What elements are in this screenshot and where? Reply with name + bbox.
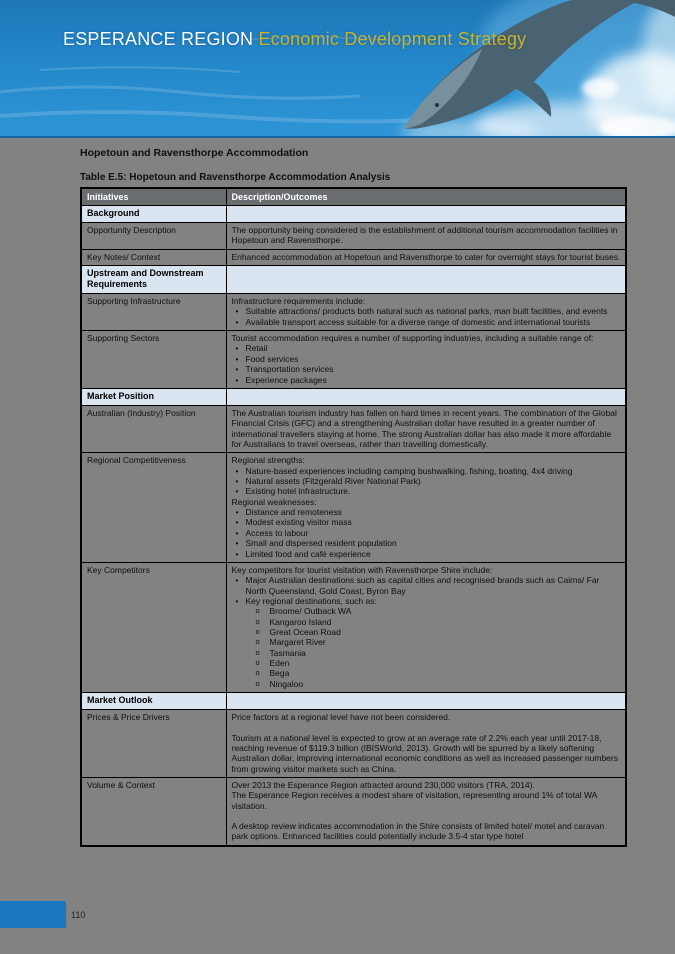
- bullet-item: • Major Australian destinations such as capital cities and recognised brands such as Cairns/ Far North Queensland, Gold Coast, Byron Bay: [232, 575, 622, 596]
- bullet-item: • Transportation services: [232, 364, 622, 374]
- sub-bullet-item: o Eden: [232, 658, 622, 668]
- section-row: [81, 266, 626, 294]
- paragraph: Price factors at a regional level have not been considered.: [231, 712, 451, 723]
- description-cell: [226, 562, 626, 692]
- bullet-item: • Nature-based experiences including camping bushwalking, fishing, boating, 4x4 driving: [232, 466, 622, 476]
- initiative-label-cell: Key Competitors: [81, 562, 226, 692]
- section-row: [81, 206, 626, 223]
- sub-bullet-item: o Broome/ Outback WA: [232, 606, 622, 616]
- bullet-item: • Existing hotel infrastructure.: [232, 486, 622, 496]
- initiative-label-cell: Australian (Industry) Position: [81, 405, 226, 452]
- document-body: [80, 147, 627, 847]
- description-cell: [226, 331, 626, 389]
- description-cell: [226, 710, 626, 778]
- bullet-item: • Limited food and café experience: [232, 549, 622, 559]
- description-cell: [226, 453, 626, 563]
- table-row: [81, 293, 626, 330]
- bullet-item: • Experience packages: [232, 375, 622, 385]
- table-row: [81, 710, 626, 778]
- description-cell: [226, 222, 626, 249]
- section-empty-cell: [226, 266, 626, 294]
- section-label-cell: Upstream and Downstream Requirements: [81, 266, 226, 294]
- bullet-item: • Retail: [232, 343, 622, 353]
- section-row: [81, 693, 626, 710]
- section-empty-cell: [226, 206, 626, 223]
- bullet-item: • Distance and remoteness: [232, 507, 622, 517]
- initiative-label-cell: Key Notes/ Context: [81, 249, 226, 265]
- paragraph: The Australian tourism industry has fallen on hard times in recent years. The combination of the Global Financial Crisis (GFC) and a strengthening Australian dollar have resulted in a greater number of international travellers staying at home. The strong Australian dollar has also made it more affordable for Australians to travel overseas, rather than travelling domestically.: [231, 407, 617, 449]
- bullet-item: • Available transport access suitable for a diverse range of domestic and international tourists: [232, 317, 622, 327]
- bullet-item: • Suitable attractions/ products both natural such as national parks, man built facilities, and events: [232, 306, 622, 316]
- paragraph: Key competitors for tourist visitation with Ravensthorpe Shire include:: [231, 564, 493, 575]
- banner-title-main: ESPERANCE REGION: [63, 29, 254, 49]
- paragraph: Regional weaknesses:: [231, 496, 317, 507]
- description-cell: [226, 777, 626, 845]
- blank-line: [232, 723, 622, 733]
- banner-title: [63, 29, 526, 50]
- sub-bullet-item: o Ningaloo: [232, 679, 622, 689]
- table-row: [81, 405, 626, 452]
- table-row: [81, 453, 626, 563]
- header-banner: [0, 0, 675, 138]
- banner-title-sub: Economic Development Strategy: [253, 29, 527, 49]
- initiative-label-cell: Volume & Context: [81, 777, 226, 845]
- table-header-row: [81, 188, 626, 206]
- bullet-item: • Small and dispersed resident population: [232, 538, 622, 548]
- initiative-label-cell: Regional Competitiveness: [81, 453, 226, 563]
- section-label-cell: Market Outlook: [81, 693, 226, 710]
- paragraph: The opportunity being considered is the establishment of additional tourism accommodation facilities in Hopetoun and Ravensthorpe.: [231, 224, 618, 246]
- description-cell: [226, 405, 626, 452]
- initiative-label-cell: Supporting Sectors: [81, 331, 226, 389]
- paragraph: Tourist accommodation requires a number of supporting industries, including a suitable range of:: [231, 333, 594, 344]
- table-row: [81, 331, 626, 389]
- table-row: [81, 562, 626, 692]
- paragraph: Over 2013 the Esperance Region attracted around 230,000 visitors (TRA, 2014).: [231, 779, 535, 790]
- blank-line: [232, 811, 622, 821]
- table-row: [81, 249, 626, 265]
- bullet-item: • Food services: [232, 354, 622, 364]
- bullet-item: • Natural assets (Fitzgerald River National Park): [232, 476, 622, 486]
- sub-bullet-item: o Margaret River: [232, 637, 622, 647]
- sub-bullet-item: o Bega: [232, 668, 622, 678]
- paragraph: Tourism at a national level is expected to grow at an average rate of 2.2% each year until 2017-18, reaching revenue of $119.3 billion (IBISWorld, 2013). Growth will be spurred by a likely softening Australian dollar, improving international economic conditions as well as increased passenger numbers from growing visitor markets such as China.: [231, 732, 618, 774]
- footer-accent-box: [0, 901, 66, 928]
- ocean-dolphin-art: [0, 0, 675, 138]
- section-heading: Hopetoun and Ravensthorpe Accommodation: [80, 147, 309, 159]
- section-row: [81, 388, 626, 405]
- col-header-description-outcomes: Description/Outcomes: [226, 188, 626, 206]
- paragraph: Regional strengths:: [231, 455, 305, 466]
- description-cell: [226, 249, 626, 265]
- initiative-label-cell: Opportunity Description: [81, 222, 226, 249]
- col-header-initiatives: Initiatives: [81, 188, 226, 206]
- dolphin-eye: [435, 103, 439, 107]
- paragraph: A desktop review indicates accommodation in the Shire consists of limited hotel/ motel and caravan park options. Enhanced facilities could potentially include 3.5-4 star type hotel: [231, 821, 605, 842]
- sub-bullet-item: o Tasmania: [232, 648, 622, 658]
- table-caption: Table E.5: Hopetoun and Ravensthorpe Accommodation Analysis: [80, 172, 391, 183]
- sub-bullet-item: o Great Ocean Road: [232, 627, 622, 637]
- section-empty-cell: [226, 693, 626, 710]
- section-label-cell: Market Position: [81, 388, 226, 405]
- section-empty-cell: [226, 388, 626, 405]
- accommodation-analysis-table: [80, 187, 627, 847]
- initiative-label-cell: Prices & Price Drivers: [81, 710, 226, 778]
- page-number: 110: [71, 910, 86, 920]
- description-cell: [226, 293, 626, 330]
- bullet-item: • Modest existing visitor mass: [232, 517, 622, 527]
- table-row: [81, 777, 626, 845]
- sub-bullet-item: o Kangaroo Island: [232, 617, 622, 627]
- paragraph: The Esperance Region receives a modest share of visitation, representing around 1% of total WA visitation.: [231, 790, 597, 811]
- table-row: [81, 222, 626, 249]
- paragraph: Enhanced accommodation at Hopetoun and Ravensthorpe to cater for overnight stays for tourist buses.: [231, 251, 621, 262]
- paragraph: Infrastructure requirements include:: [231, 295, 366, 306]
- section-label-cell: Background: [81, 206, 226, 223]
- bullet-item: • Access to labour: [232, 528, 622, 538]
- bullet-item: • Key regional destinations, such as:: [232, 596, 622, 606]
- initiative-label-cell: Supporting Infrastructure: [81, 293, 226, 330]
